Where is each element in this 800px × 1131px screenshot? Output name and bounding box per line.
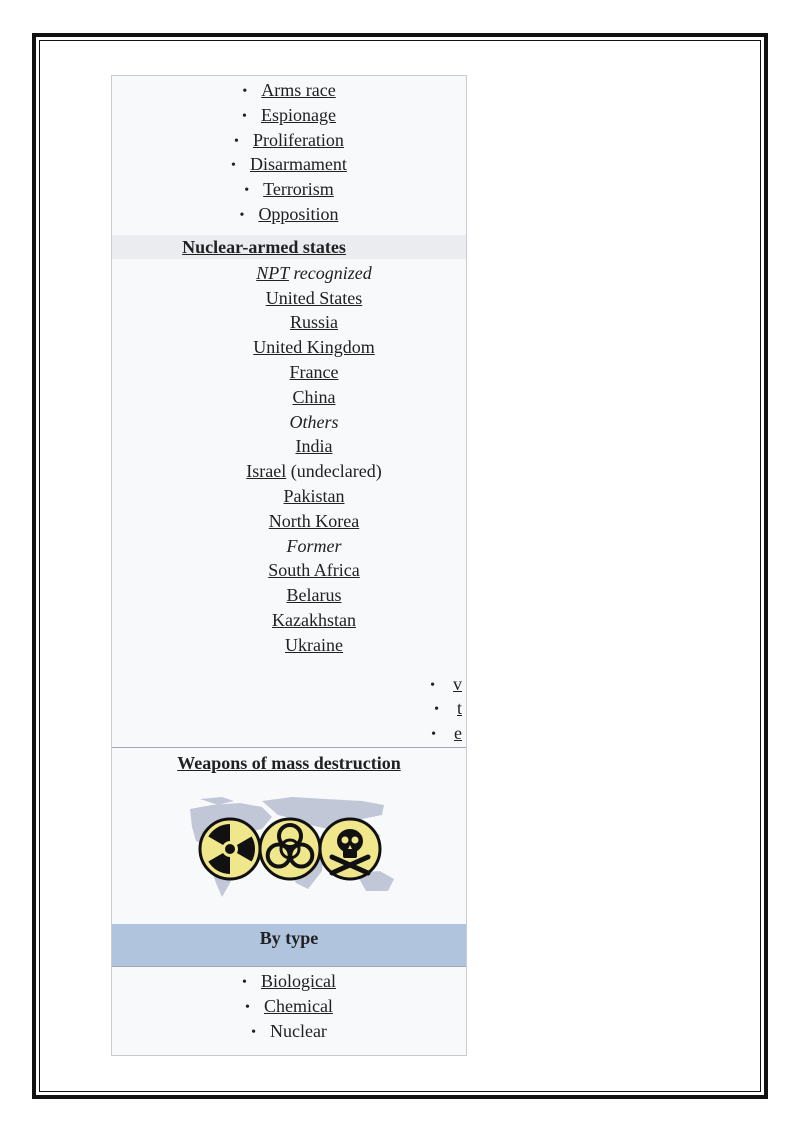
list-item (112, 202, 466, 227)
skull-crossbones-icon (320, 819, 380, 879)
bullet-icon: • (242, 975, 247, 991)
wmd-symbols-graphic (112, 779, 466, 924)
by-type-header: By type (112, 924, 466, 967)
state-link-france[interactable]: France (289, 361, 339, 382)
state-link-kazakhstan[interactable]: Kazakhstan (272, 609, 356, 630)
list-item (162, 310, 466, 335)
list-item (162, 608, 466, 633)
state-link-russia[interactable]: Russia (289, 312, 338, 333)
bullet-icon: • (251, 1024, 256, 1040)
group-label-former: Former (286, 535, 342, 556)
type-link-biological[interactable]: Biological (260, 971, 336, 992)
list-item (162, 335, 466, 360)
bullet-icon: • (231, 158, 236, 174)
topics-list (112, 76, 466, 235)
view-template-link[interactable]: v (453, 673, 462, 694)
wmd-title-link[interactable]: Weapons of mass destruction (177, 753, 401, 774)
topic-link-arms-race[interactable]: Arms race (261, 80, 336, 100)
wmd-types-list (112, 967, 466, 1055)
state-link-south-africa[interactable]: South Africa (268, 560, 360, 581)
list-item (162, 558, 466, 583)
list-item (112, 1019, 466, 1044)
edit-template-link[interactable]: e (454, 722, 462, 743)
nuclear-armed-states-link[interactable]: Nuclear-armed states (182, 236, 346, 257)
vte-links (112, 672, 466, 748)
list-item (112, 969, 466, 994)
list-item (162, 286, 466, 311)
state-link-china[interactable]: China (292, 386, 336, 407)
topic-link-terrorism[interactable]: Terrorism (263, 179, 334, 200)
bullet-icon: • (242, 84, 248, 99)
radiation-icon (200, 819, 260, 879)
israel-note: (undeclared) (286, 461, 382, 482)
nuclear-armed-states-header (112, 235, 466, 259)
bullet-icon: • (434, 702, 439, 718)
type-link-chemical[interactable]: Chemical (263, 995, 333, 1016)
list-item (112, 152, 466, 177)
bullet-icon: • (244, 183, 250, 199)
list-item (112, 177, 466, 202)
state-link-belarus[interactable]: Belarus (286, 585, 342, 606)
list-item (112, 721, 462, 746)
list-item (162, 459, 466, 484)
bullet-icon: • (242, 108, 247, 124)
list-item (162, 509, 466, 534)
list-item (112, 994, 466, 1019)
list-item (112, 78, 466, 103)
list-item (162, 360, 466, 385)
state-link-united-kingdom[interactable]: United Kingdom (253, 337, 375, 358)
group-label-others: Others (289, 411, 339, 432)
list-item (162, 484, 466, 509)
list-item (162, 434, 466, 459)
list-item (112, 128, 466, 153)
bullet-icon: • (239, 207, 245, 223)
bullet-icon: • (431, 726, 436, 742)
state-link-india[interactable]: India (295, 436, 333, 457)
state-link-united-states[interactable]: United States (265, 287, 363, 308)
npt-suffix: recognized (288, 262, 372, 283)
list-item (162, 633, 466, 658)
wmd-navbox (112, 747, 466, 1055)
nuclear-armed-states-list (162, 259, 466, 664)
topic-link-opposition[interactable]: Opposition (258, 203, 339, 224)
bullet-icon: • (234, 133, 239, 149)
state-link-israel[interactable]: Israel (246, 461, 287, 482)
group-label-npt (162, 261, 466, 286)
nuclear-weapons-navbox (111, 75, 467, 1056)
wmd-image (112, 779, 466, 924)
npt-link[interactable]: NPT (256, 262, 289, 283)
list-item (112, 103, 466, 128)
list-item (162, 385, 466, 410)
topic-link-espionage[interactable]: Espionage (260, 104, 336, 125)
bullet-icon: • (430, 677, 435, 693)
talk-template-link[interactable]: t (456, 698, 462, 719)
topic-link-proliferation[interactable]: Proliferation (252, 129, 344, 150)
state-link-ukraine[interactable]: Ukraine (285, 634, 343, 655)
list-item (112, 672, 462, 697)
biohazard-icon (260, 819, 320, 879)
bullet-icon: • (245, 999, 250, 1015)
type-label-nuclear: Nuclear (269, 1020, 327, 1041)
list-item (112, 696, 462, 721)
topic-link-disarmament[interactable]: Disarmament (249, 154, 347, 175)
state-link-north-korea[interactable]: North Korea (268, 510, 360, 531)
list-item (162, 583, 466, 608)
state-link-pakistan[interactable]: Pakistan (283, 485, 345, 506)
wmd-title (112, 748, 466, 779)
